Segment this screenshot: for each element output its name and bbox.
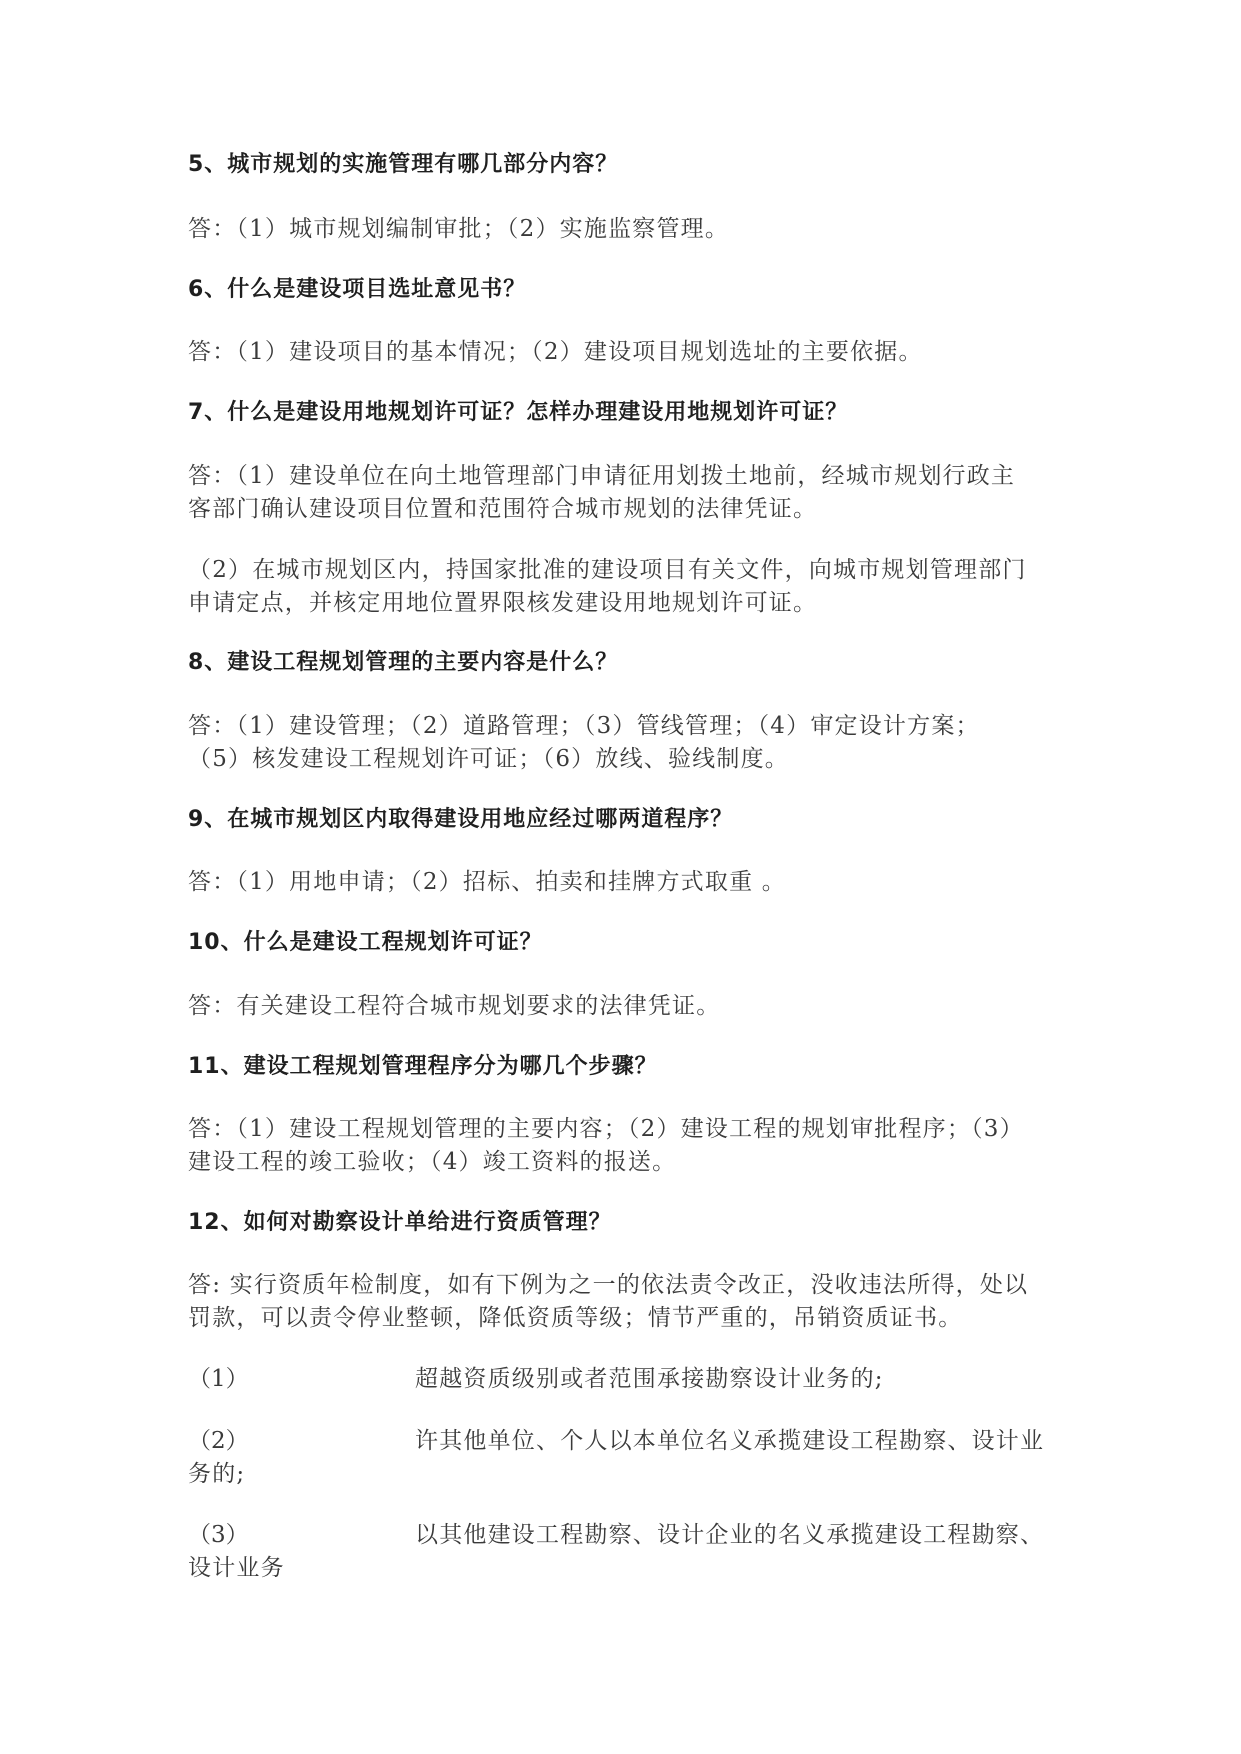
question-11: 11、建设工程规划管理程序分为哪几个步骤？ <box>188 1054 658 1079</box>
list-item-text: 以其他建设工程勘察、设计企业的名义承揽建设工程勘察、 <box>415 1522 1045 1548</box>
list-item-continuation: 设计业务 <box>188 1555 285 1581</box>
list-item-number: （3） <box>188 1522 249 1548</box>
answer-7-line-3: （2）在城市规划区内，持国家批准的建设项目有关文件，向城市规划管理部门 <box>188 557 1027 583</box>
answer-8-line-2: （5）核发建设工程规划许可证；（6）放线、验线制度。 <box>188 746 789 772</box>
answer-7-line-2: 客部门确认建设项目位置和范围符合城市规划的法律凭证。 <box>188 496 818 522</box>
answer-5: 答：（1）城市规划编制审批；（2）实施监察管理。 <box>188 216 730 242</box>
question-6: 6、什么是建设项目选址意见书？ <box>188 277 527 302</box>
question-5: 5、城市规划的实施管理有哪几部分内容？ <box>188 152 619 177</box>
list-item-number: （1） <box>188 1366 249 1392</box>
answer-6: 答：（1）建设项目的基本情况；（2）建设项目规划选址的主要依据。 <box>188 339 923 365</box>
question-12: 12、如何对勘察设计单给进行资质管理？ <box>188 1210 612 1235</box>
answer-10: 答：有关建设工程符合城市规划要求的法律凭证。 <box>188 993 721 1019</box>
question-10: 10、什么是建设工程规划许可证？ <box>188 930 543 955</box>
question-9: 9、在城市规划区内取得建设用地应经过哪两道程序？ <box>188 807 734 832</box>
list-item-text: 超越资质级别或者范围承接勘察设计业务的; <box>415 1366 884 1392</box>
answer-9: 答：（1）用地申请；（2）招标、拍卖和挂牌方式取重 。 <box>188 869 786 895</box>
answer-12-line-2: 罚款，可以责令停业整顿，降低资质等级；情节严重的，吊销资质证书。 <box>188 1305 963 1331</box>
answer-7-line-1: 答：（1）建设单位在向土地管理部门申请征用划拨土地前，经城市规划行政主 <box>188 463 1016 489</box>
list-item-text: 许其他单位、个人以本单位名义承揽建设工程勘察、设计业 <box>415 1428 1045 1454</box>
answer-11-line-2: 建设工程的竣工验收；（4）竣工资料的报送。 <box>188 1149 677 1175</box>
question-7: 7、什么是建设用地规划许可证？怎样办理建设用地规划许可证？ <box>188 400 849 425</box>
answer-11-line-1: 答：（1）建设工程规划管理的主要内容；（2）建设工程的规划审批程序；（3） <box>188 1116 1024 1142</box>
answer-12-line-1: 答: 实行资质年检制度，如有下例为之一的依法责令改正，没收违法所得，处以 <box>188 1272 1029 1298</box>
question-8: 8、建设工程规划管理的主要内容是什么？ <box>188 650 619 675</box>
answer-7-line-4: 申请定点，并核定用地位置界限核发建设用地规划许可证。 <box>188 590 818 616</box>
list-item-continuation: 务的; <box>188 1461 246 1487</box>
answer-8-line-1: 答：（1）建设管理；（2）道路管理；（3）管线管理；（4）审定设计方案； <box>188 713 980 739</box>
list-item-number: （2） <box>188 1428 249 1454</box>
